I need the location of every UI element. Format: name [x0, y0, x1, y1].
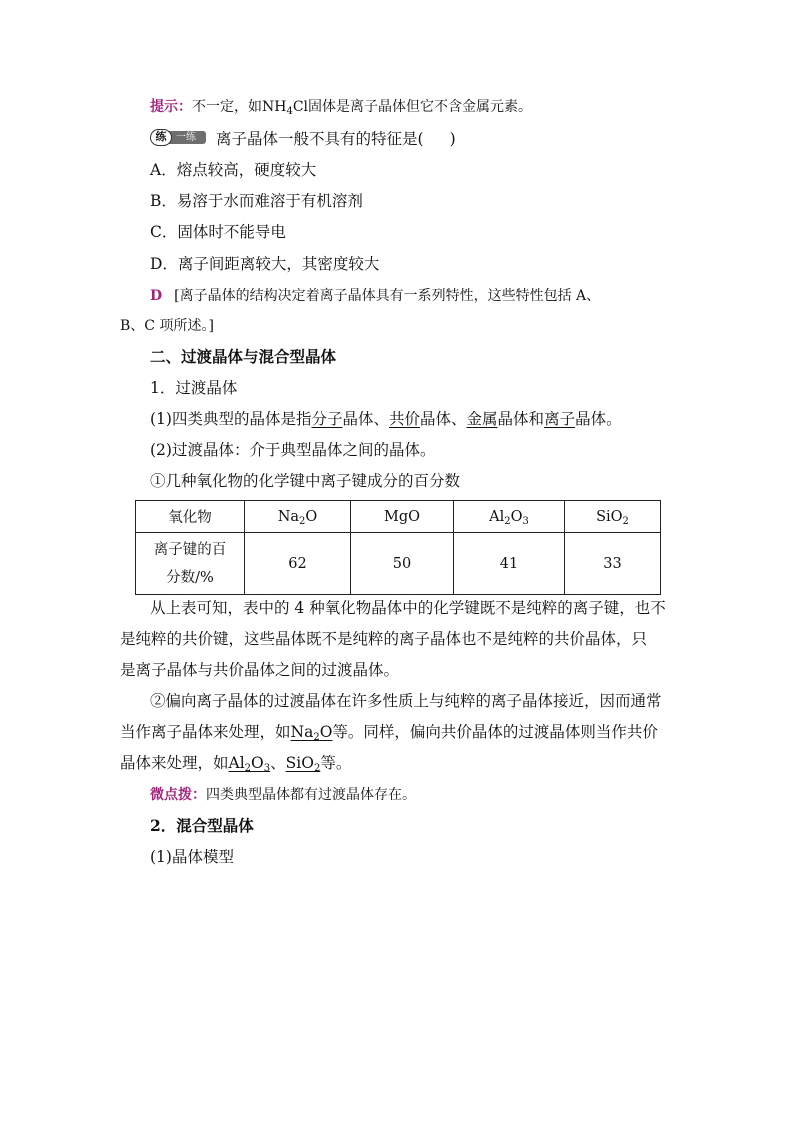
hint-formula-sub: 4	[286, 106, 293, 117]
answer-letter: D	[150, 288, 163, 304]
tip-label: 微点拨：	[150, 787, 206, 803]
practice-question: 离子晶体一般不具有的特征是(	[216, 130, 424, 148]
table-cell: 50	[351, 533, 454, 595]
paragraph-b-line2	[120, 721, 658, 743]
p1-prefix: (1)四类典型的晶体是指	[150, 410, 312, 428]
subheading-mixed-crystal: 2．混合型晶体	[150, 816, 254, 835]
row-label-line1: 离子键的百	[153, 541, 227, 558]
b3-sio2: SiO$_2$	[285, 754, 321, 774]
b2-na2o: $Na_2O$	[290, 723, 333, 743]
p1-m2: 晶体、	[420, 410, 467, 428]
p1-covalent: 共价	[389, 410, 421, 428]
hint-line	[150, 96, 532, 118]
option-a: A．熔点较高，硬度较大	[150, 161, 317, 179]
paragraph-a-line3: 是离子晶体与共价晶体之间的过渡晶体。	[120, 661, 400, 679]
option-c: C．固体时不能导电	[150, 223, 286, 241]
b3-pre: 晶体来处理，如	[120, 754, 229, 772]
b3-end: 等。	[320, 754, 352, 772]
row-label-line2: 分数/%	[166, 569, 214, 586]
p1-m1: 晶体、	[342, 410, 389, 428]
p1-ionic: 离子	[544, 410, 576, 428]
table-header-label: 氧化物	[136, 501, 245, 533]
table-cell: 62	[245, 533, 351, 595]
table-header-mgo: MgO	[351, 501, 454, 533]
tip-line	[150, 784, 416, 806]
hint-formula-nh: NH	[262, 99, 287, 115]
p1-end: 晶体。	[575, 410, 622, 428]
table-row	[136, 533, 661, 595]
answer-line	[150, 285, 600, 307]
hint-formula-cl: Cl	[292, 99, 309, 115]
p1-molecular: 分子	[311, 410, 343, 428]
paragraph-b-line3	[120, 752, 351, 774]
p1-metallic: 金属	[466, 410, 498, 428]
b3-sep: 、	[270, 754, 286, 772]
paragraph-a-line1: 从上表可知，表中的 4 种氧化物晶体中的化学键既不是纯粹的离子键，也不	[150, 599, 666, 617]
b2-pre: 当作离子晶体来处理，如	[120, 723, 291, 741]
hint-text-after: 固体是离子晶体但它不含金属元素。	[308, 99, 533, 115]
table-row-label	[136, 533, 245, 595]
hint-text-before: 不一定，如	[192, 99, 262, 115]
practice-badge-icon	[150, 129, 206, 146]
p1-m3: 晶体和	[497, 410, 545, 428]
table-header-row	[136, 501, 661, 533]
option-b: B．易溶于水而难溶于有机溶剂	[150, 192, 363, 210]
table-cell: 33	[565, 533, 661, 595]
practice-question-end: )	[449, 130, 456, 148]
section-heading: 二、过渡晶体与混合型晶体	[150, 347, 337, 366]
badge-left-text: 练	[150, 129, 172, 146]
practice-question-line	[150, 128, 456, 150]
hint-label: 提示：	[150, 99, 192, 115]
answer-explanation-1: [离子晶体的结构决定着离子晶体具有一系列特性，这些特性包括 A、	[174, 288, 601, 304]
b2-post: 等。同样，偏向共价晶体的过渡晶体则当作共价	[332, 723, 658, 741]
paragraph-four-types	[150, 408, 622, 430]
table-header-na2o: $Na_2O$	[245, 501, 351, 533]
badge-right-text: 一练	[166, 131, 206, 144]
oxide-ionic-bond-table	[135, 500, 661, 595]
paragraph-a-line2: 是纯粹的共价键，这些晶体既不是纯粹的离子晶体也不是纯粹的共价晶体，只	[120, 630, 648, 648]
option-d: D．离子间距离较大，其密度较大	[150, 255, 380, 273]
paragraph-table-caption: ①几种氧化物的化学键中离子键成分的百分数	[150, 472, 461, 490]
b3-al2o3: $Al_2O_3$	[228, 754, 271, 774]
subheading-transition-crystal: 1．过渡晶体	[150, 379, 238, 397]
tip-text: 四类典型晶体都有过渡晶体存在。	[206, 787, 416, 803]
table-cell: 41	[454, 533, 565, 595]
table-header-sio2: SiO$_2$	[565, 501, 661, 533]
paragraph-crystal-model: (1)晶体模型	[150, 848, 234, 866]
table-header-al2o3: $Al_2O_3$	[454, 501, 565, 533]
answer-explanation-2: B、C 项所述。]	[120, 318, 214, 334]
paragraph-transition-definition: (2)过渡晶体：介于典型晶体之间的晶体。	[150, 441, 436, 459]
paragraph-b-line1: ②偏向离子晶体的过渡晶体在许多性质上与纯粹的离子晶体接近，因而通常	[150, 692, 662, 710]
